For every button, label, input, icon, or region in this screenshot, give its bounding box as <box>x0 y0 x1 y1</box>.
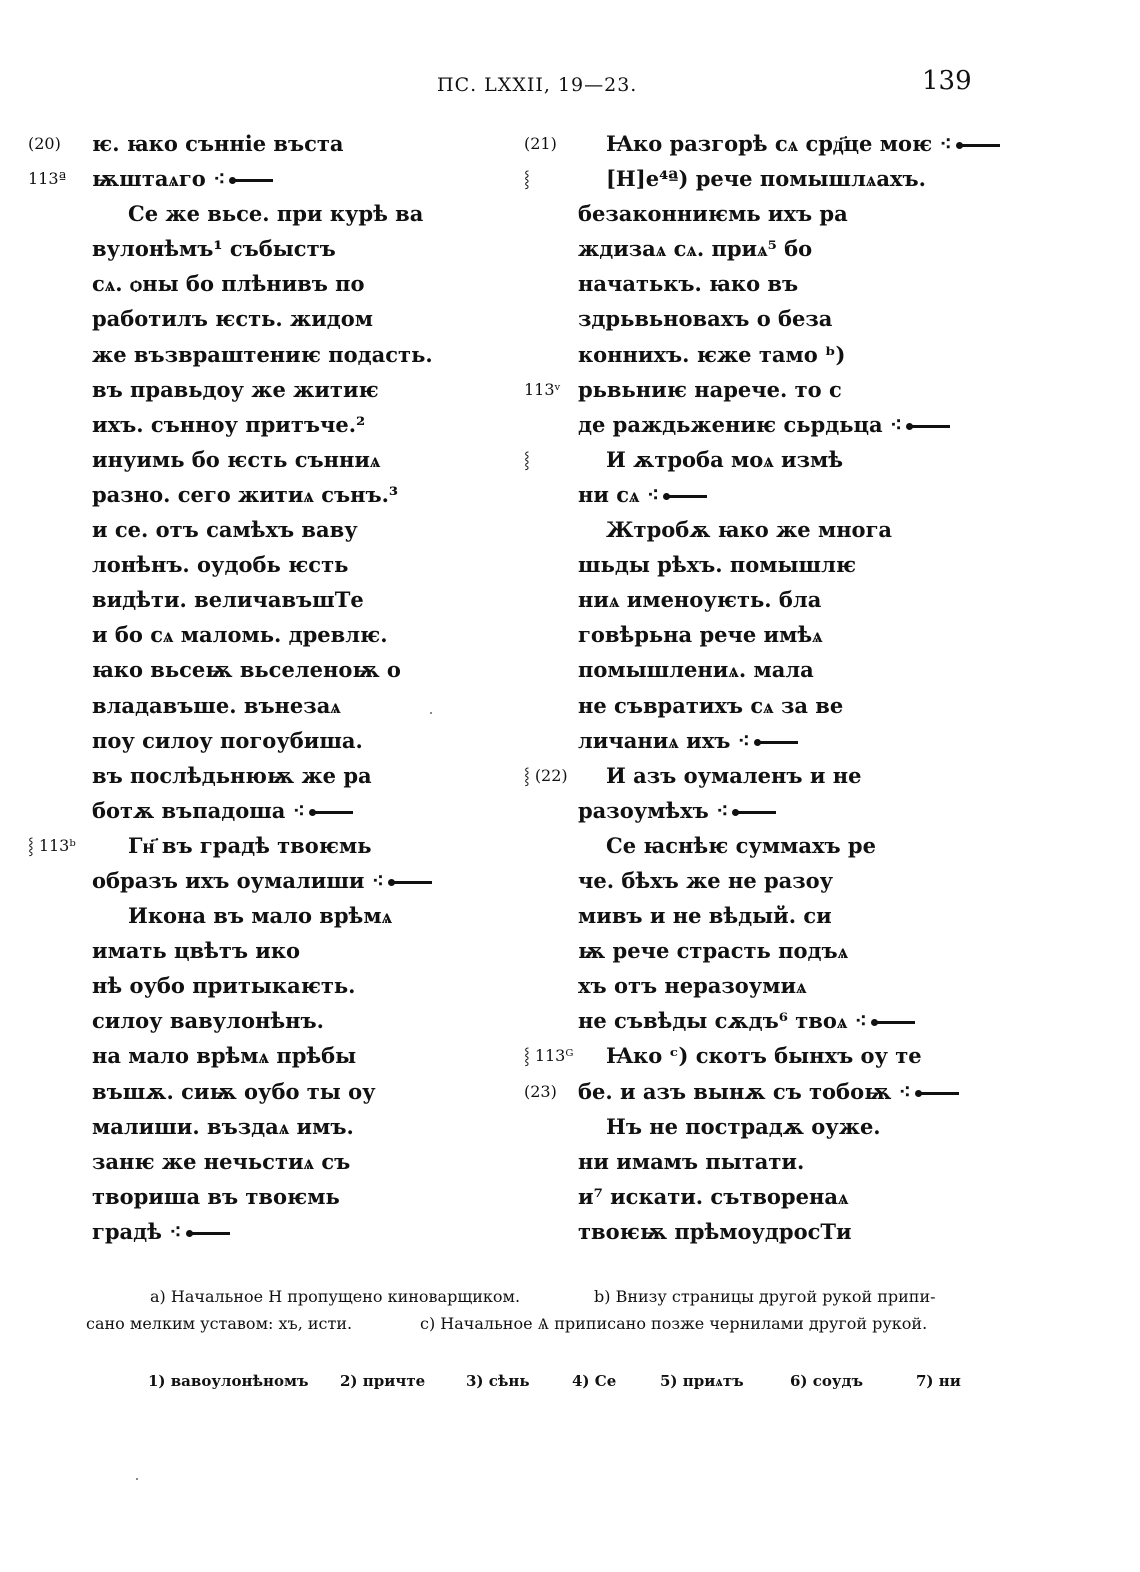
line-text-content: не съвѣды сѫдъ⁶ твоѧ ⁖ <box>578 1008 867 1034</box>
end-dash-icon <box>958 144 1000 147</box>
line-text-content: ни имамъ пытати. <box>578 1148 805 1174</box>
line-marker: ⸾ 113ᵇ <box>28 835 76 855</box>
text-line <box>510 582 1140 617</box>
text-line <box>510 196 1140 231</box>
page-number: 139 <box>922 66 972 96</box>
text-line <box>510 1109 1140 1144</box>
line-text <box>92 547 348 582</box>
line-text-content: Гн҃ въ градѣ твоѥмь <box>128 832 372 858</box>
line-text-content: владавъше. вънезаѧ <box>92 692 341 718</box>
line-text <box>606 1109 881 1144</box>
line-text <box>606 442 843 477</box>
line-text-content: Икона въ мало врѣмѧ <box>128 903 393 929</box>
line-text-content: лонѣнъ. оудобь ѥсть <box>92 552 349 578</box>
end-dash-icon <box>231 179 273 182</box>
line-text <box>578 407 950 442</box>
line-text-content: здрьвьновахъ о беза <box>578 306 833 332</box>
line-text <box>606 161 926 196</box>
footnote-line <box>86 1310 986 1337</box>
line-text <box>578 793 776 828</box>
line-text-content: мивъ и не вѣдый. си <box>578 903 832 929</box>
text-line <box>510 1038 1140 1073</box>
end-dash-icon <box>665 495 707 498</box>
text-line <box>0 126 500 161</box>
text-line <box>0 582 500 617</box>
line-marker: (21) <box>524 134 557 153</box>
variant-reading: 1) вавоулонѣномъ <box>148 1372 309 1390</box>
text-line <box>0 1038 500 1073</box>
text-line <box>0 863 500 898</box>
line-text-content: образъ ихъ оумалиши ⁖ <box>92 867 385 893</box>
text-line <box>0 266 500 301</box>
variant-reading: 2) причте <box>340 1372 426 1390</box>
scan-speck <box>136 1478 138 1480</box>
text-line <box>0 477 500 512</box>
text-line <box>510 372 1140 407</box>
text-line <box>510 231 1140 266</box>
line-text-content: и бо сѧ маломь. древлѥ. <box>92 622 388 648</box>
text-line <box>510 1003 1140 1038</box>
text-line <box>0 407 500 442</box>
line-text <box>92 126 344 161</box>
end-dash-icon <box>908 425 950 428</box>
text-line <box>0 933 500 968</box>
line-text <box>128 196 423 231</box>
line-text-content: ихъ. сънноу притъче.² <box>92 411 366 437</box>
text-line <box>0 161 500 196</box>
line-text <box>606 828 876 863</box>
line-text-content: въшѫ. сиѭ оубо ты оу <box>92 1078 376 1104</box>
line-text <box>578 231 812 266</box>
editorial-footnotes <box>86 1283 986 1337</box>
text-line <box>510 652 1140 687</box>
line-text <box>578 372 842 407</box>
line-text-content: шьды рѣхъ. помышлѥ <box>578 552 857 578</box>
line-text <box>578 898 832 933</box>
line-text-content: ѭ рече страсть подъѧ <box>578 938 849 964</box>
line-text <box>578 863 833 898</box>
text-line <box>510 1144 1140 1179</box>
text-line <box>0 723 500 758</box>
running-head: ПС. LXXII, 19—23. <box>437 74 638 96</box>
footnote-b-start: b) Внизу страницы другой рукой припи- <box>594 1287 936 1306</box>
line-text-content: Ꙗко ᶜ) скотъ бынхъ оу те <box>606 1043 922 1069</box>
line-text <box>92 968 356 1003</box>
line-marker: ⸾ 113ᴳ <box>524 1046 574 1066</box>
line-text <box>92 723 363 758</box>
end-dash-icon <box>756 741 798 744</box>
line-text <box>92 301 373 336</box>
line-text-content: безаконниѥмь ихъ ра <box>578 201 848 227</box>
line-text <box>92 1003 324 1038</box>
line-marker: (20) <box>28 134 61 153</box>
text-line <box>0 1144 500 1179</box>
scan-speck <box>430 712 432 714</box>
line-text-content: нѣ оубо притыкаѥть. <box>92 973 356 999</box>
line-text <box>92 617 388 652</box>
text-line <box>0 828 500 863</box>
line-text <box>578 547 856 582</box>
text-line <box>510 898 1140 933</box>
line-text <box>92 407 365 442</box>
line-text <box>92 582 364 617</box>
line-text <box>606 512 892 547</box>
text-line <box>0 652 500 687</box>
text-line <box>510 512 1140 547</box>
text-line <box>510 1179 1140 1214</box>
line-text-content: инуимь бо ѥсть сънниѧ <box>92 446 381 472</box>
end-dash-icon <box>390 881 432 884</box>
line-text <box>92 161 273 196</box>
line-text <box>92 758 372 793</box>
line-text-content: твориша въ твоѥмь <box>92 1183 340 1209</box>
line-text <box>92 652 401 687</box>
line-text-content: не съвратихъ сѧ за ве <box>578 692 844 718</box>
line-text <box>92 266 365 301</box>
text-line <box>0 793 500 828</box>
text-line <box>510 547 1140 582</box>
line-text-content: Се ꙗснѣѥ суммахъ ре <box>606 832 876 858</box>
line-text-content: И ѫтроба моѧ измѣ <box>606 446 844 472</box>
line-text <box>606 1038 922 1073</box>
line-marker: 113ᵛ <box>524 379 561 399</box>
line-text-content: рьвьниѥ нарече. то с <box>578 376 842 402</box>
text-line <box>510 828 1140 863</box>
line-text-content: ѥ. ꙗко сънніе въста <box>92 131 344 156</box>
line-text <box>92 442 380 477</box>
text-line <box>510 617 1140 652</box>
line-text <box>578 337 845 372</box>
line-text-content: [Н]е⁴ª) рече помышлѧахъ. <box>606 166 926 192</box>
line-text-content: Нъ не пострадѫ оуже. <box>606 1113 881 1139</box>
line-text-content: говѣрьна рече имѣѧ <box>578 622 823 648</box>
text-line <box>0 758 500 793</box>
line-text-content: хъ отъ неразоумиѧ <box>578 973 807 999</box>
line-text <box>92 863 432 898</box>
line-text <box>578 266 798 301</box>
line-text <box>578 652 814 687</box>
line-text <box>92 1109 354 1144</box>
line-text-content: же възвраштениѥ подасть. <box>92 341 433 367</box>
end-dash-icon <box>917 1092 959 1095</box>
text-line <box>0 337 500 372</box>
line-text <box>578 1003 915 1038</box>
text-line <box>0 547 500 582</box>
text-line <box>510 301 1140 336</box>
text-line <box>510 723 1140 758</box>
text-line <box>510 933 1140 968</box>
variant-reading: 4) Се <box>572 1372 617 1390</box>
text-line <box>510 793 1140 828</box>
line-text <box>92 337 433 372</box>
text-line <box>0 196 500 231</box>
text-line <box>510 688 1140 723</box>
text-line <box>0 512 500 547</box>
text-line <box>510 407 1140 442</box>
line-text <box>92 512 358 547</box>
line-text-content: ждизаѧ сѧ. приѧ⁵ бо <box>578 236 813 262</box>
line-text <box>92 1179 340 1214</box>
end-dash-icon <box>188 1232 230 1235</box>
text-line <box>0 1074 500 1109</box>
line-text <box>578 477 707 512</box>
variant-reading: 5) приѧтъ <box>660 1372 744 1390</box>
footnote-line <box>86 1283 986 1310</box>
left-column <box>0 126 500 1249</box>
line-text <box>606 758 861 793</box>
line-marker: ⸾ <box>524 449 530 469</box>
variant-reading: 6) соудъ <box>790 1372 864 1390</box>
line-text-content: въ правьдоу же житиѥ <box>92 376 379 402</box>
line-text-content: въ послѣдьнюѭ же ра <box>92 762 372 788</box>
line-text-content: твоѥѭ прѣмоудросТи <box>578 1218 852 1244</box>
line-text-content: вулонѣмъ¹ събыстъ <box>92 236 336 262</box>
text-line <box>0 898 500 933</box>
line-marker: ⸾ (22) <box>524 765 568 785</box>
text-line <box>510 337 1140 372</box>
line-marker: 113ª <box>28 169 67 189</box>
line-text-content: градѣ ⁖ <box>92 1218 182 1244</box>
page-header <box>0 66 1140 106</box>
line-text-content: малиши. въздаѧ имъ. <box>92 1113 354 1139</box>
text-line <box>510 161 1140 196</box>
line-text-content: начатькъ. ꙗко въ <box>578 271 799 297</box>
text-line <box>0 617 500 652</box>
line-text <box>578 301 832 336</box>
text-line <box>0 1179 500 1214</box>
line-text-content: И азъ оумаленъ и не <box>606 762 862 788</box>
line-text-content: ни сѧ ⁖ <box>578 481 660 507</box>
variant-reading: 3) сѣнь <box>466 1372 530 1390</box>
line-text-content: и⁷ искати. сътворенаѧ <box>578 1183 849 1209</box>
line-text-content: Жтробѫ ꙗко же многа <box>606 517 893 543</box>
line-text-content: Се же вьсе. при курѣ ва <box>128 201 424 227</box>
text-line <box>0 1214 500 1249</box>
line-text <box>578 1179 848 1214</box>
line-text-content: и се. отъ самѣхъ ваву <box>92 517 358 543</box>
line-text-content: ѭштаѧго ⁖ <box>92 166 226 192</box>
variant-reading: 7) ни <box>916 1372 961 1390</box>
line-text <box>128 828 372 863</box>
text-line <box>510 442 1140 477</box>
line-text <box>92 1214 230 1249</box>
line-text-content: видѣти. величавъшТе <box>92 587 364 613</box>
line-text <box>92 933 300 968</box>
variant-readings <box>0 1372 1140 1402</box>
right-column <box>510 126 1140 1249</box>
line-text-content: поу силоу погоубиша. <box>92 727 363 753</box>
footnote-c: с) Начальное Ѧ приписано позже чернилами другой рукой. <box>420 1314 928 1333</box>
line-text-content: работилъ ѥсть. жидом <box>92 306 374 332</box>
text-line <box>510 266 1140 301</box>
line-text <box>578 688 843 723</box>
footnote-b-end: сано мелким уставом: хъ, исти. <box>86 1314 353 1333</box>
text-line <box>510 126 1140 161</box>
line-text <box>92 477 398 512</box>
line-text-content: коннихъ. ѥже тамо ᵇ) <box>578 341 846 367</box>
line-text-content: че. бѣхъ же не разоу <box>578 867 834 893</box>
text-line <box>0 442 500 477</box>
line-text <box>578 723 798 758</box>
line-text <box>92 793 353 828</box>
line-text-content: Ꙗко разгорѣ сѧ срд҃це моѥ ⁖ <box>606 131 952 156</box>
line-text <box>578 582 821 617</box>
line-text <box>92 1074 376 1109</box>
line-text-content: помышлениѧ. мала <box>578 657 814 683</box>
line-text <box>92 372 379 407</box>
text-line <box>0 1003 500 1038</box>
text-line <box>510 1074 1140 1109</box>
line-text-content: имать цвѣтъ ико <box>92 938 301 964</box>
text-line <box>510 1214 1140 1249</box>
line-text <box>92 688 341 723</box>
line-text <box>578 196 848 231</box>
line-text <box>578 1074 959 1109</box>
line-text-content: бе. и азъ вынѫ съ тобоѭ ⁖ <box>578 1078 911 1104</box>
text-line <box>0 688 500 723</box>
line-text-content: сѧ. ѻны бо плѣнивъ по <box>92 271 365 297</box>
line-text-content: ꙗко вьсеѭ вьселеноѭ о <box>92 657 401 683</box>
text-line <box>510 758 1140 793</box>
line-marker: (23) <box>524 1081 557 1101</box>
line-text-content: силоу вавулонѣнъ. <box>92 1008 324 1034</box>
text-line <box>0 1109 500 1144</box>
line-text-content: личаниѧ ихъ ⁖ <box>578 727 750 753</box>
text-line <box>0 231 500 266</box>
line-text <box>92 1144 350 1179</box>
end-dash-icon <box>734 811 776 814</box>
line-text <box>578 933 848 968</box>
line-text-content: на мало врѣмѧ прѣбы <box>92 1043 357 1069</box>
line-text-content: разно. сего житиѧ сънъ.³ <box>92 481 399 507</box>
line-text-content: де раждьжениѥ сьрдьца ⁖ <box>578 411 903 437</box>
line-text <box>92 1038 356 1073</box>
line-text-content: занѥ же нечьстиѧ съ <box>92 1148 351 1174</box>
line-text <box>578 1144 804 1179</box>
footnote-a: а) Начальное Н пропущено киноварщиком. <box>150 1287 521 1306</box>
line-text <box>606 126 1000 161</box>
line-text <box>128 898 392 933</box>
text-line <box>0 372 500 407</box>
text-line <box>0 301 500 336</box>
line-marker: ⸾ <box>524 169 530 189</box>
line-text <box>578 1214 852 1249</box>
end-dash-icon <box>311 811 353 814</box>
text-line <box>510 477 1140 512</box>
line-text-content: ниѧ именоуѥть. бла <box>578 587 822 613</box>
text-line <box>510 968 1140 1003</box>
line-text-content: ботѫ въпадоша ⁖ <box>92 797 306 823</box>
text-line <box>0 968 500 1003</box>
line-text <box>578 617 823 652</box>
text-line <box>510 863 1140 898</box>
line-text <box>578 968 807 1003</box>
end-dash-icon <box>873 1021 915 1024</box>
line-text-content: разоумѣхъ ⁖ <box>578 797 729 823</box>
line-text <box>92 231 336 266</box>
